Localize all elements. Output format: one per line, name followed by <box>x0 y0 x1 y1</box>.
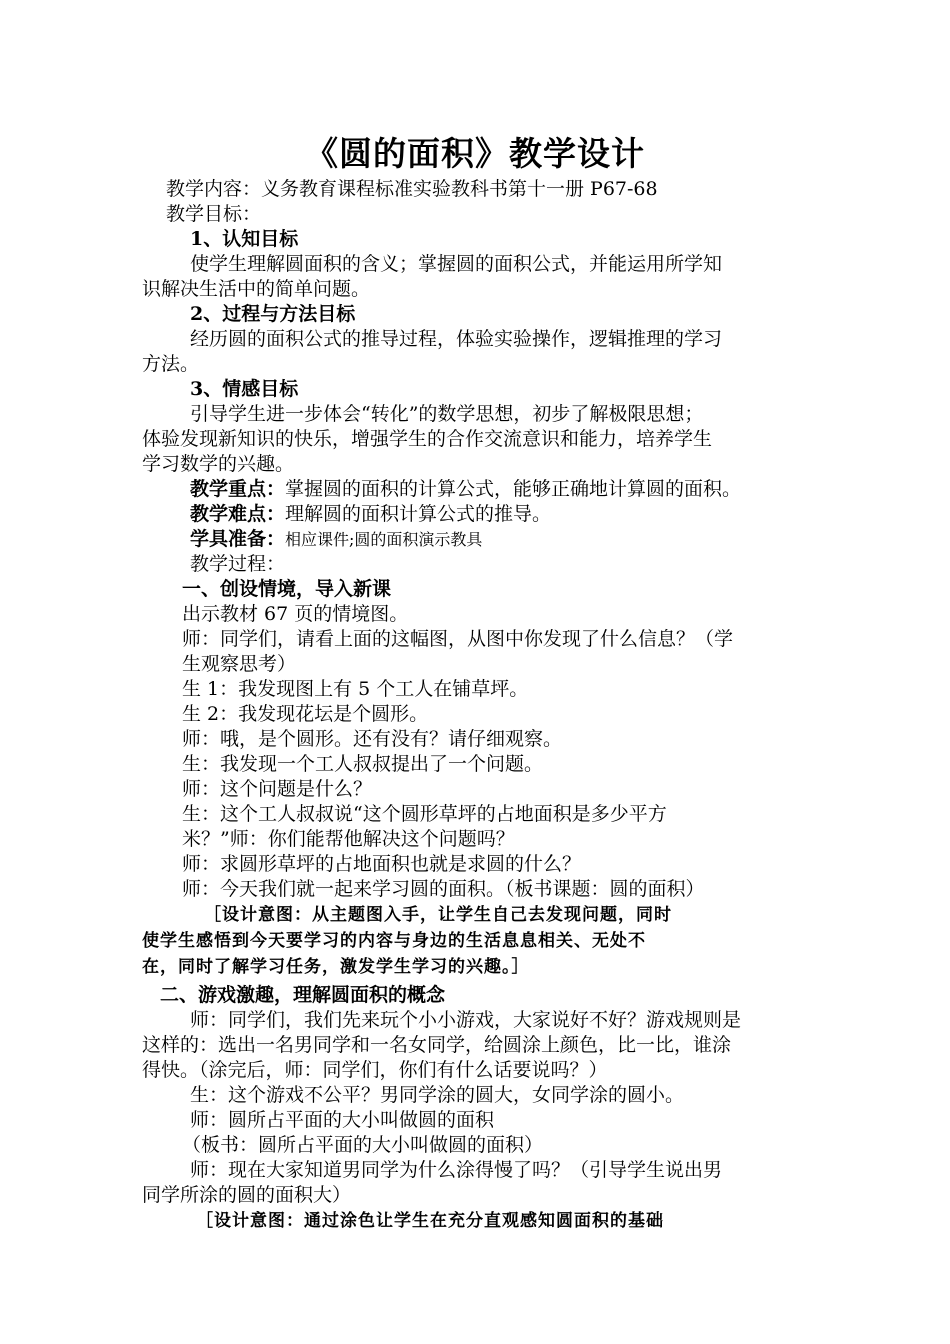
section1-heading: 一、创设情境，导入新课 <box>182 578 392 600</box>
design-intent-line: ［设计意图：从主题图入手，让学生自己去发现问题，同时 <box>204 905 672 925</box>
tools-text: 相应课件;圆的面积演示教具 <box>285 530 483 549</box>
goal1-line: 识解决生活中的简单问题。 <box>142 278 371 300</box>
section2-heading: 二、游戏激趣，理解圆面积的概念 <box>160 984 446 1006</box>
goal1-heading: 1、认知目标 <box>190 228 299 250</box>
section1-line: 师：今天我们就一起来学习圆的面积。（板书课题：圆的面积） <box>182 878 705 900</box>
goal3-line: 学习数学的兴趣。 <box>142 453 295 475</box>
goals-label: 教学目标： <box>166 203 262 225</box>
section2-line: （板书：圆所占平面的大小叫做圆的面积） <box>182 1134 544 1156</box>
learning-tools <box>190 526 482 553</box>
section1-line: 生观察思考） <box>182 653 297 675</box>
tools-label: 学具准备： <box>190 528 286 550</box>
section2-line: 生：这个游戏不公平？男同学涂的圆大，女同学涂的圆小。 <box>190 1084 685 1106</box>
key-label: 教学重点： <box>190 478 286 500</box>
section1-line: 出示教材 67 页的情境图。 <box>182 603 409 625</box>
section1-line: 米？”师：你们能帮他解决这个问题吗？ <box>182 828 515 850</box>
section2-line: 师：现在大家知道男同学为什么涂得慢了吗？（引导学生说出男 <box>190 1159 723 1181</box>
document-title: 《圆的面积》教学设计 <box>305 134 645 173</box>
design-intent-line: 使学生感悟到今天要学习的内容与身边的生活息息相关、无处不 <box>142 931 646 951</box>
difficulty-text: 理解圆的面积计算公式的推导。 <box>285 503 552 525</box>
difficulty-label: 教学难点： <box>190 503 286 525</box>
teaching-key-point <box>190 476 741 502</box>
content-label: 教学内容： <box>166 178 262 200</box>
section1-line: 生 1：我发现图上有 5 个工人在铺草坪。 <box>182 678 529 700</box>
teaching-content <box>166 176 658 202</box>
section1-line: 师：求圆形草坪的占地面积也就是求圆的什么？ <box>182 853 582 875</box>
section2-line: 得快。（涂完后，师：同学们，你们有什么话要说吗？） <box>142 1059 608 1081</box>
section1-line: 生：我发现一个工人叔叔提出了一个问题。 <box>182 753 544 775</box>
process-label: 教学过程： <box>190 553 286 575</box>
section2-line: 师：同学们，我们先来玩个小小游戏，大家说好不好？游戏规则是 <box>190 1009 742 1031</box>
goal2-heading: 2、过程与方法目标 <box>190 303 356 325</box>
section1-line: 师：同学们，请看上面的这幅图，从图中你发现了什么信息？（学 <box>182 628 734 650</box>
design-intent-line: ［设计意图：通过涂色让学生在充分直观感知圆面积的基础 <box>196 1211 664 1231</box>
key-text: 掌握圆的面积的计算公式，能够正确地计算圆的面积。 <box>285 478 742 500</box>
section1-line: 生 2：我发现花坛是个圆形。 <box>182 703 429 725</box>
section1-line: 师：哦，是个圆形。还有没有？请仔细观察。 <box>182 728 563 750</box>
section2-line: 师：圆所占平面的大小叫做圆的面积 <box>190 1109 495 1131</box>
section2-line: 同学所涂的圆的面积大） <box>142 1184 352 1206</box>
goal3-line: 引导学生进一步体会“转化”的数学思想，初步了解极限思想； <box>190 403 704 425</box>
goal2-line: 方法。 <box>142 353 200 375</box>
section2-line: 这样的：选出一名男同学和一名女同学，给圆涂上颜色，比一比，谁涂 <box>142 1034 732 1056</box>
section1-line: 师：这个问题是什么？ <box>182 778 373 800</box>
section1-line: 生：这个工人叔叔说“这个圆形草坪的占地面积是多少平方 <box>182 803 667 825</box>
teaching-difficulty <box>190 501 551 527</box>
goal1-line: 使学生理解圆面积的含义；掌握圆的面积公式，并能运用所学知 <box>190 253 723 275</box>
design-intent-line: 在，同时了解学习任务，激发学生学习的兴趣。］ <box>142 957 530 977</box>
content-text: 义务教育课程标准实验教科书第十一册 P67-68 <box>261 178 658 200</box>
goal3-line: 体验发现新知识的快乐，增强学生的合作交流意识和能力，培养学生 <box>142 428 713 450</box>
goal2-line: 经历圆的面积公式的推导过程，体验实验操作，逻辑推理的学习 <box>190 328 723 350</box>
goal3-heading: 3、情感目标 <box>190 378 299 400</box>
